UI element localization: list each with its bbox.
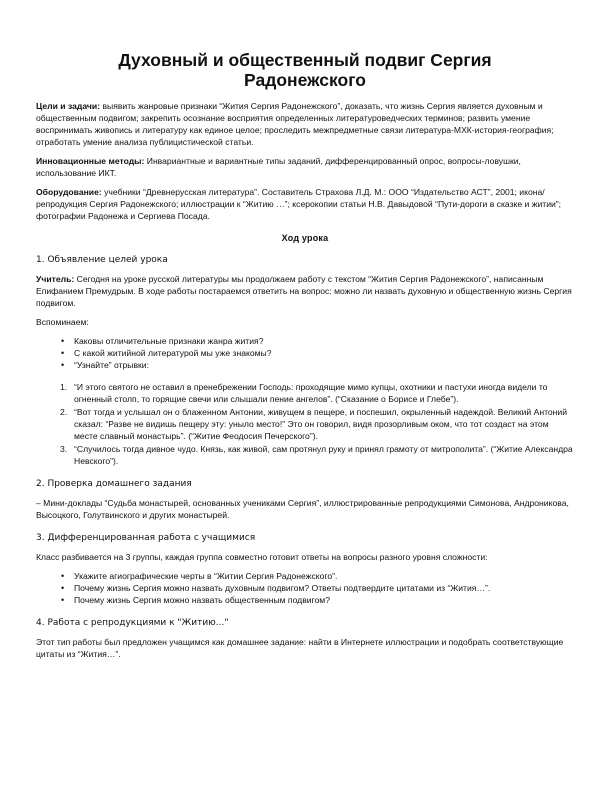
section3-text: Класс разбивается на 3 группы, каждая группа совместно готовит ответы на вопросы разного уровня сложности: (36, 552, 488, 562)
document-title: Духовный и общественный подвиг Сергия Радонежского (118, 50, 492, 90)
teacher-text: Сегодня на уроке русской литературы мы продолжаем работу с текстом “Жития Сергия Радонежского”, написанным Епифанием Премудрым. В ходе работы постараемся ответить на вопрос: можно ли назвать духовную и общественную жизнь Сергия подвигом. (36, 274, 572, 308)
teacher-paragraph (36, 273, 574, 309)
recall-text: Вспоминаем: (36, 317, 89, 327)
list-item: • С какой житийной литературой мы уже знакомы? (36, 347, 574, 359)
lesson-heading: Ход урока (281, 233, 329, 243)
list-number: 3. (60, 444, 68, 454)
section4-heading: 4. Работа с репродукциями к "Житию..." (36, 618, 229, 628)
list-item-text: “Вот тогда и услышал он о блаженном Антонии, живущем в пещере, и поспешил, окрыленный надеждой. Великий Антоний сказал: “Разве не видишь пещеру эту: уныло место!” Это он говорил, видя прозорливым оком, что тот создаст на этом месте славный монастырь”. (“Житие Феодосия Печерского”). (74, 407, 568, 441)
equipment-text: учебники “Древнерусская литература”. Составитель Страхова Л.Д. М.: ООО “Издательство АСТ”, 2001; икона/репродукция Сергия Радонежского; иллюстрации к “Житию …”; ксерокопии статьи Н.В. Давыдовой “Пути-дороги в сказке и житии”; фотографии Радонежа и Сергиева Посада. (36, 187, 562, 221)
goals-paragraph (36, 100, 574, 148)
goals-text: выявить жанровые признаки “Жития Сергия Радонежского”, доказать, что жизнь Сергия является духовным и общественным подвигом; закрепить осознание восприятия определенных литературоведческих терминов; развить умение воспринимать живопись и литературу как единое целое; проследить межпредметные связи литература-МХК-история-география; отработать умение анализа публицистической статьи. (36, 101, 554, 147)
section1-heading: 1. Объявление целей урока (36, 255, 168, 265)
excerpt-numbered-list (36, 381, 574, 467)
teacher-label: Учитель: (36, 274, 75, 284)
list-item: • Каковы отличительные признаки жанра жития? (36, 335, 574, 347)
goals-label: Цели и задачи: (36, 101, 101, 111)
list-item-text: “Случилось тогда дивное чудо. Князь, как живой, сам протянул руку и принял грамоту от митрополита”. (“Житие Александра Невского”). (74, 444, 573, 466)
list-item (36, 381, 574, 405)
list-number: 1. (60, 382, 68, 392)
list-item: • Почему жизнь Сергия можно назвать духовным подвигом? Ответы подтвердите цитатами из “Жития…”. (36, 582, 574, 594)
list-item: • Почему жизнь Сергия можно назвать общественным подвигом? (36, 594, 574, 606)
methods-label: Инновационные методы: (36, 156, 145, 166)
methods-paragraph (36, 155, 574, 179)
recall-bullet-list (36, 335, 574, 371)
list-item (36, 406, 574, 442)
section3-heading: 3. Дифференцированная работа с учащимися (36, 533, 256, 543)
methods-text: Инвариантные и вариантные типы заданий, дифференцированный опрос, вопросы-ловушки, использование ИКТ. (36, 156, 521, 178)
group-task-list (36, 570, 574, 606)
equipment-label: Оборудование: (36, 187, 102, 197)
list-number: 2. (60, 407, 68, 417)
section2-heading: 2. Проверка домашнего задания (36, 479, 192, 489)
list-item: • Укажите агиографические черты в “Житии Сергия Радонежского”. (36, 570, 574, 582)
equipment-paragraph (36, 186, 574, 222)
section4-text: Этот тип работы был предложен учащимся как домашнее задание: найти в Интернете иллюстрации и подобрать соответствующие цитаты из “Жития…”. (36, 637, 564, 659)
section2-text: – Мини-доклады “Судьба монастырей, основанных учениками Сергия”, иллюстрированные репродукциями Симонова, Андроникова, Высоцкого, Голутвинского и других монастырей. (36, 498, 569, 520)
list-item-text: “И этого святого не оставил в пренебрежении Господь: проходящие мимо купцы, охотники и пастухи иногда видели то огненный столп, то горящие свечи или слышали пение ангелов”. (“Сказание о Борисе и Глебе”). (74, 382, 548, 404)
list-item (36, 443, 574, 467)
list-item: • “Узнайте” отрывки: (36, 359, 574, 371)
